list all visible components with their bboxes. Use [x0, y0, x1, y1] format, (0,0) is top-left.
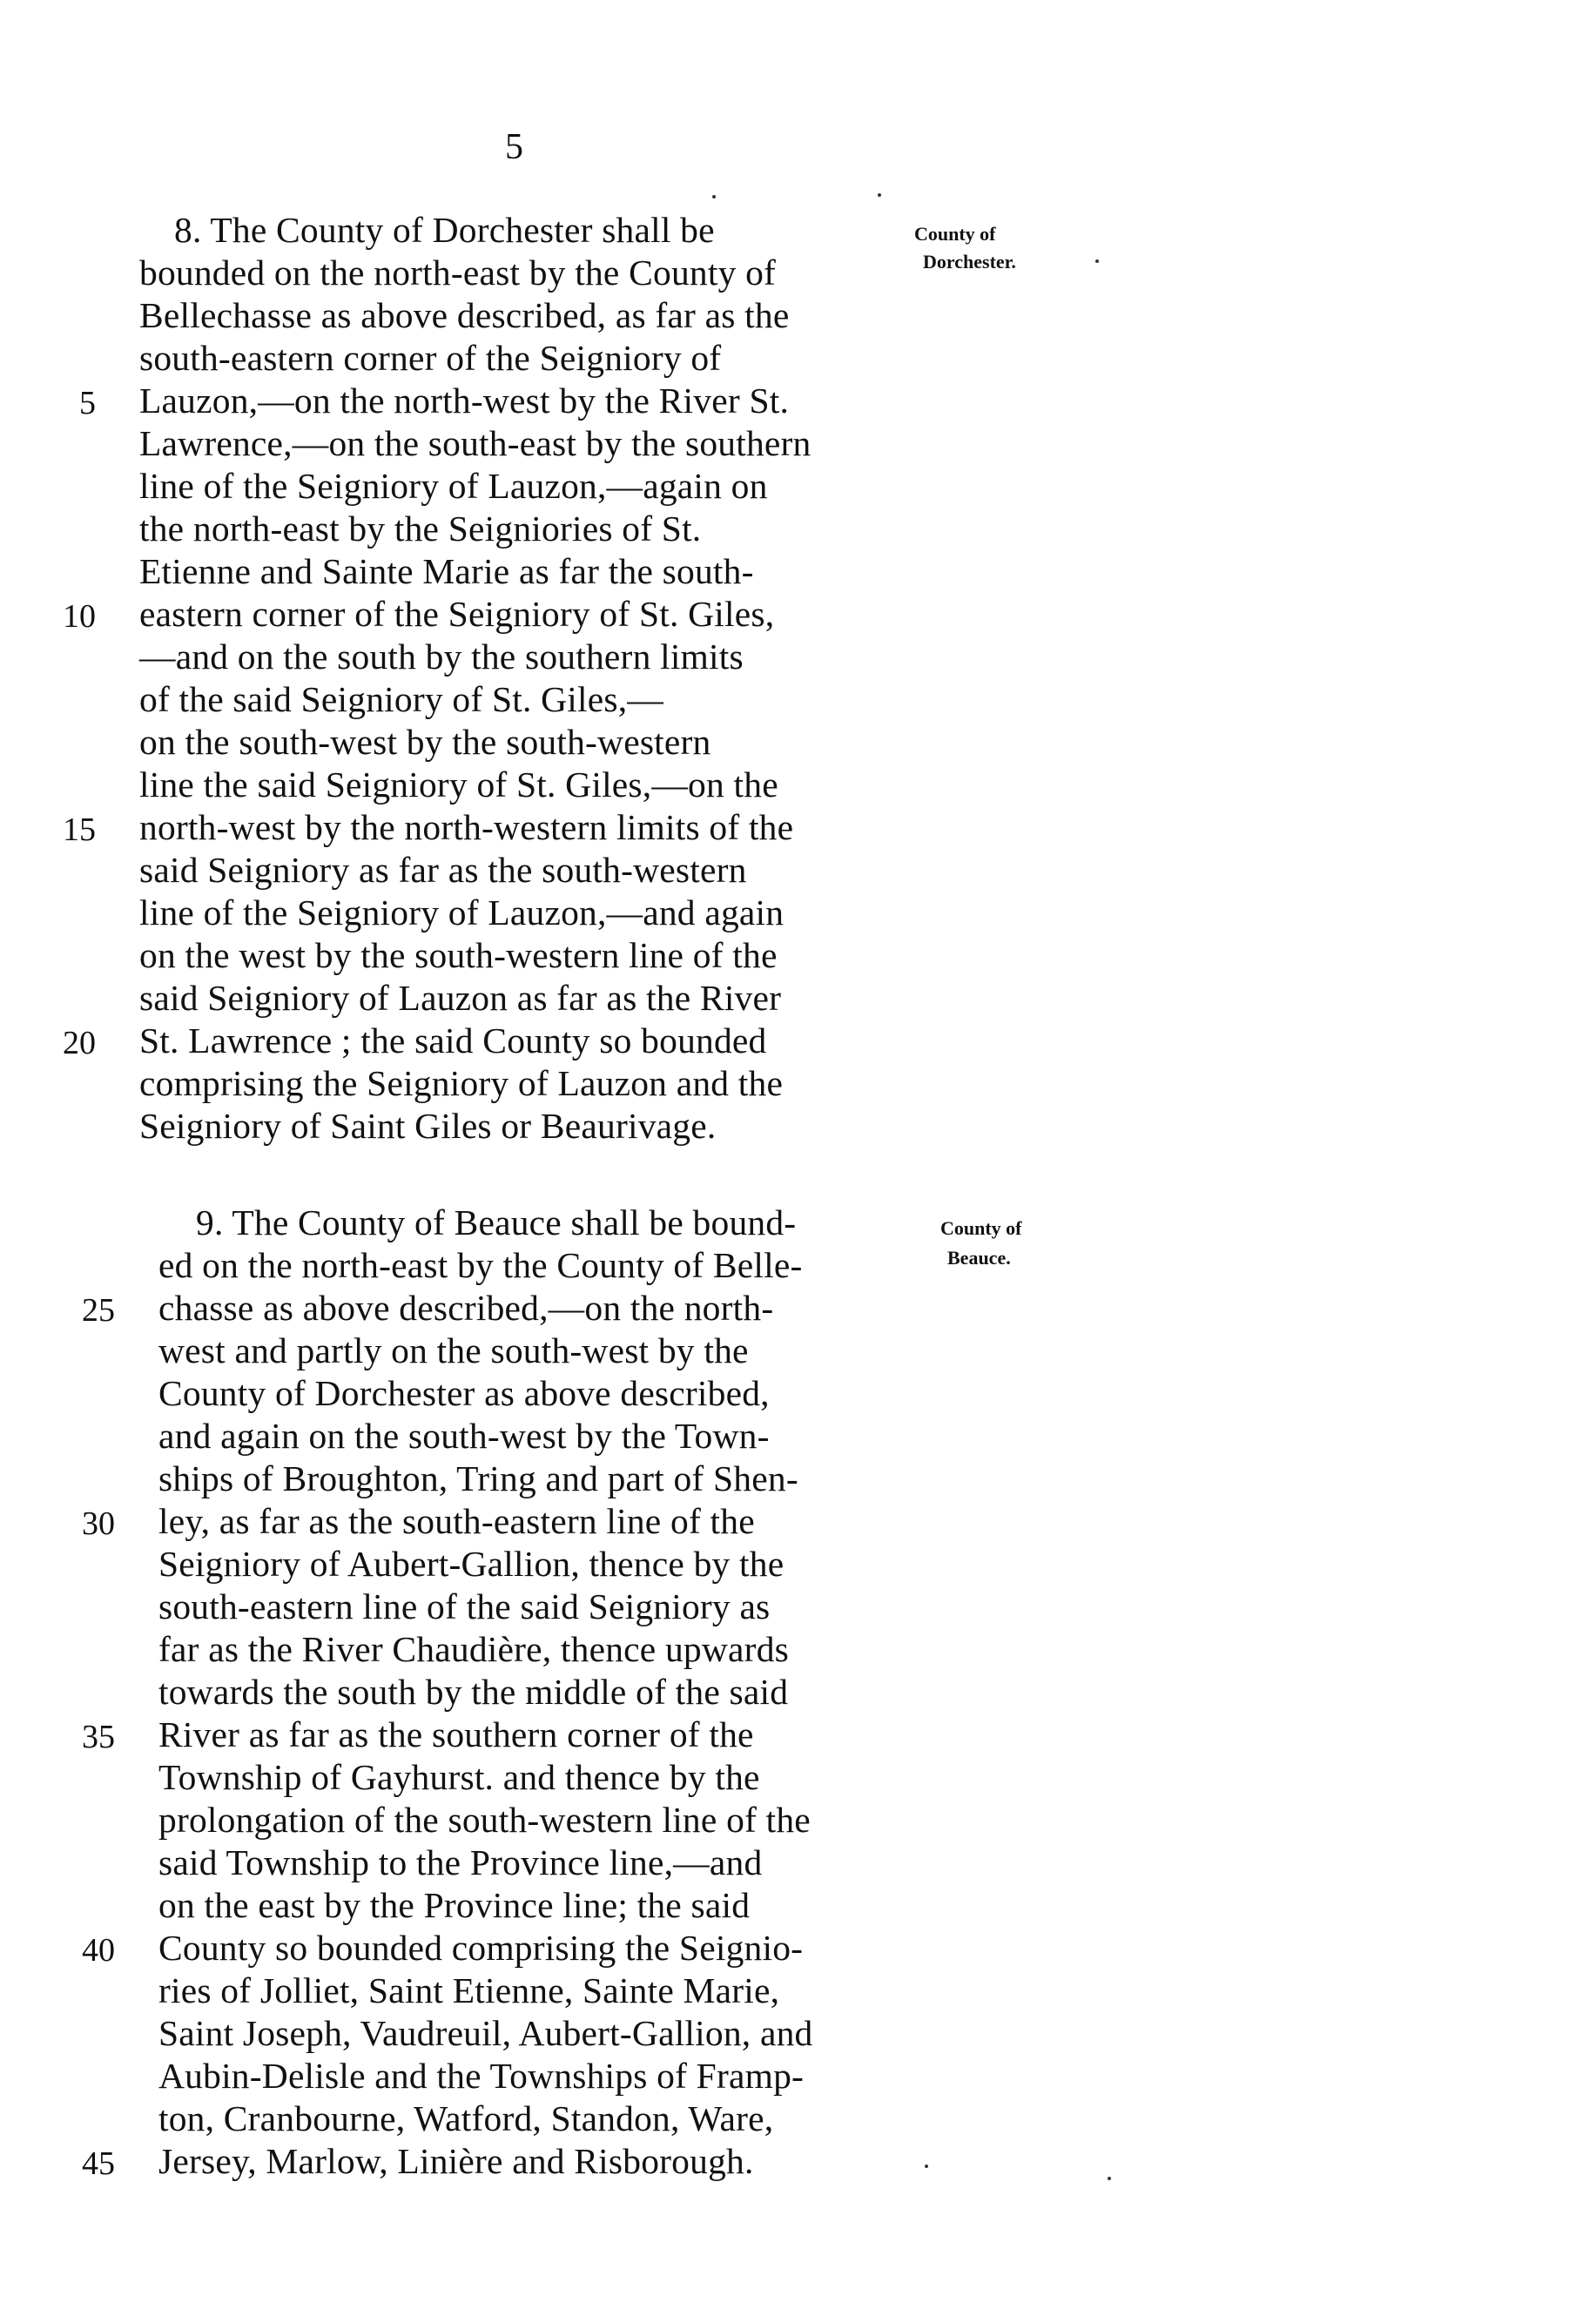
line-number: 5	[79, 385, 96, 421]
text-line: west and partly on the south-west by the	[158, 1330, 749, 1370]
text-line: County so bounded comprising the Seignio-	[158, 1928, 804, 1968]
margin-note-line: County of	[940, 1217, 1022, 1239]
line-number: 10	[63, 598, 96, 635]
text-line: Bellechasse as above described, as far as the	[139, 295, 790, 335]
line-number: 40	[82, 1932, 115, 1969]
text-line: chasse as above described,—on the north-	[158, 1288, 774, 1328]
text-line: on the south-west by the south-western	[139, 722, 711, 762]
line-number: 20	[63, 1025, 96, 1061]
line-number: 15	[63, 811, 96, 848]
print-speck	[925, 2165, 928, 2168]
text-line: north-west by the north-western limits of the	[139, 807, 794, 847]
text-line: said Seigniory of Lauzon as far as the River	[139, 978, 782, 1018]
text-line: bounded on the north-east by the County of	[139, 252, 777, 293]
text-line: of the said Seigniory of St. Giles,—	[139, 679, 663, 719]
text-line: eastern corner of the Seigniory of St. Giles,	[139, 594, 775, 634]
text-line: said Seigniory as far as the south-western	[139, 850, 747, 890]
text-line: River as far as the southern corner of the	[158, 1714, 754, 1754]
text-line: County of Dorchester as above described,	[158, 1373, 770, 1413]
text-line: ton, Cranbourne, Watford, Standon, Ware,	[158, 2098, 774, 2138]
print-speck	[1095, 259, 1099, 263]
text-line: Seigniory of Aubert-Gallion, thence by the	[158, 1544, 785, 1584]
line-number: 35	[82, 1719, 115, 1755]
text-line: ries of Jolliet, Saint Etienne, Sainte Marie,	[158, 1970, 780, 2010]
text-line: Etienne and Sainte Marie as far the south-	[139, 551, 754, 591]
text-line: ships of Broughton, Tring and part of Shen-	[158, 1458, 798, 1498]
text-line: and again on the south-west by the Town-	[158, 1416, 770, 1456]
print-speck	[1108, 2177, 1111, 2180]
print-speck	[878, 193, 881, 197]
text-line: Seigniory of Saint Giles or Beaurivage.	[139, 1106, 717, 1146]
text-line: Lawrence,—on the south-east by the southern	[139, 423, 811, 463]
page-number: 5	[505, 127, 523, 167]
text-line: line of the Seigniory of Lauzon,—and again	[139, 892, 785, 933]
text-line: on the east by the Province line; the said	[158, 1885, 751, 1925]
text-line: far as the River Chaudière, thence upwards	[158, 1629, 789, 1669]
text-line: prolongation of the south-western line of the	[158, 1800, 811, 1840]
text-line: —and on the south by the southern limits	[139, 636, 744, 677]
margin-note-line: Beauce.	[947, 1247, 1011, 1269]
print-speck	[712, 195, 716, 199]
text-line: ley, as far as the south-eastern line of the	[158, 1501, 755, 1541]
text-line: 8. The County of Dorchester shall be	[174, 210, 715, 250]
text-line: Aubin-Delisle and the Townships of Framp-	[158, 2056, 805, 2096]
line-number: 45	[82, 2145, 115, 2182]
line-number: 25	[82, 1292, 115, 1329]
margin-note-line: Dorchester.	[923, 251, 1016, 273]
text-line: Saint Joseph, Vaudreuil, Aubert-Gallion, and	[158, 2013, 813, 2053]
text-line: line of the Seigniory of Lauzon,—again on	[139, 466, 768, 506]
text-line: comprising the Seigniory of Lauzon and the	[139, 1063, 784, 1103]
text-line: towards the south by the middle of the said	[158, 1672, 789, 1712]
margin-note-line: County of	[914, 223, 996, 245]
text-line: south-eastern corner of the Seigniory of	[139, 338, 722, 378]
text-line: Lauzon,—on the north-west by the River St.	[139, 380, 790, 421]
text-line: south-eastern line of the said Seigniory as	[158, 1586, 771, 1626]
text-line: on the west by the south-western line of the	[139, 935, 778, 975]
text-line: the north-east by the Seigniories of St.	[139, 508, 702, 549]
line-number: 30	[82, 1505, 115, 1542]
text-line: Jersey, Marlow, Linière and Risborough.	[158, 2141, 754, 2181]
text-line: said Township to the Province line,—and	[158, 1842, 763, 1882]
text-line: Township of Gayhurst. and thence by the	[158, 1757, 760, 1797]
text-line: ed on the north-east by the County of Belle-	[158, 1245, 803, 1285]
text-line: St. Lawrence ; the said County so bounded	[139, 1020, 767, 1060]
text-line: line the said Seigniory of St. Giles,—on the	[139, 764, 778, 805]
text-line: 9. The County of Beauce shall be bound-	[196, 1202, 797, 1242]
